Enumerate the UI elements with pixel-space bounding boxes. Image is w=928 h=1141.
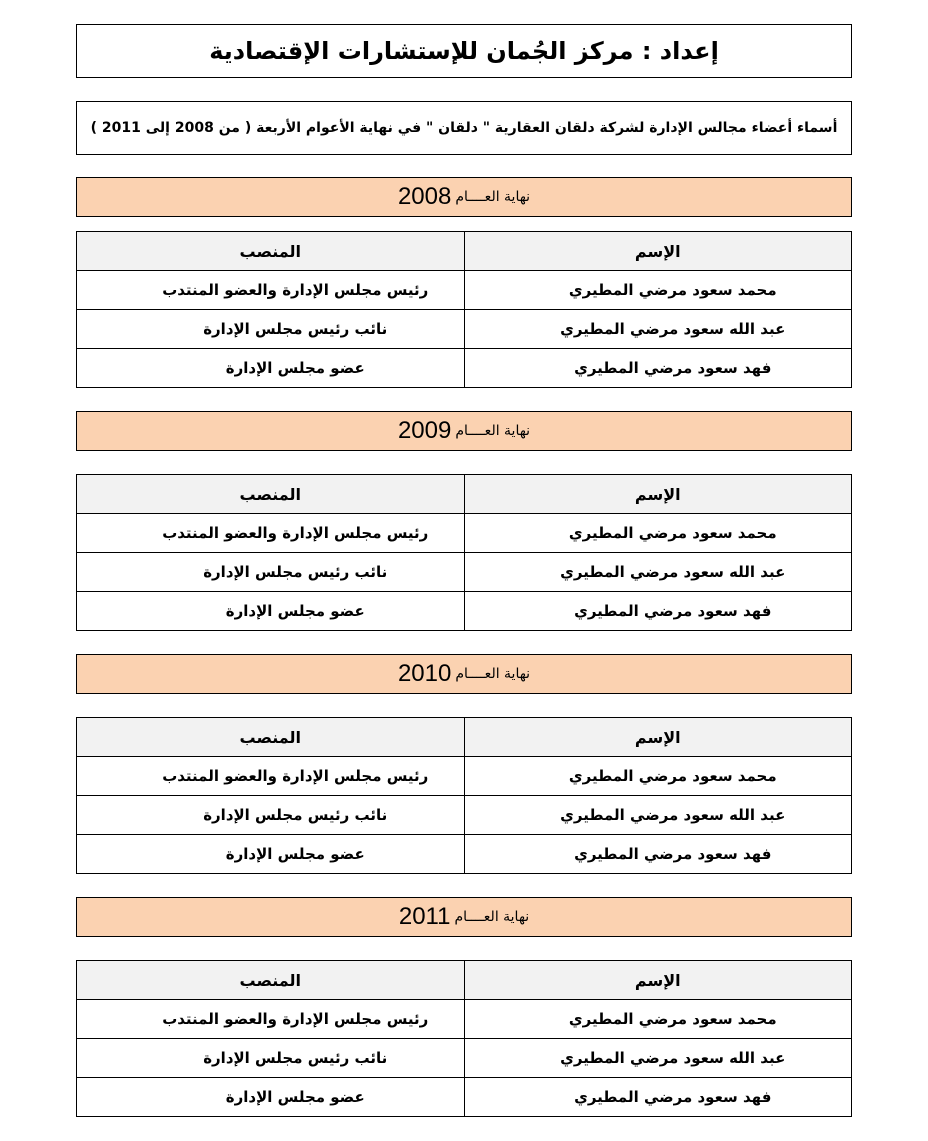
member-position: عضو مجلس الإدارة [77, 349, 465, 388]
member-name: عبد الله سعود مرضي المطيري [464, 310, 852, 349]
member-position: رئيس مجلس الإدارة والعضو المنتدب [77, 757, 465, 796]
table-row [77, 1000, 852, 1039]
member-name: عبد الله سعود مرضي المطيري [464, 553, 852, 592]
table-row [77, 835, 852, 874]
member-position: رئيس مجلس الإدارة والعضو المنتدب [77, 271, 465, 310]
table-row [77, 592, 852, 631]
column-header-name: الإسم [464, 232, 852, 271]
column-header-position: المنصب [77, 718, 465, 757]
year-prefix: نهاية العــــام [455, 666, 531, 682]
board-table-2008 [76, 231, 852, 388]
year-header-2009 [76, 411, 852, 451]
table-row [77, 514, 852, 553]
table-header-row [77, 718, 852, 757]
table-header-row [77, 475, 852, 514]
year-header-2011 [76, 897, 852, 937]
member-name: فهد سعود مرضي المطيري [464, 1078, 852, 1117]
member-name: محمد سعود مرضي المطيري [464, 757, 852, 796]
table-row [77, 349, 852, 388]
year-value: 2011 [398, 903, 451, 930]
column-header-name: الإسم [464, 475, 852, 514]
year-prefix: نهاية العــــام [454, 909, 530, 925]
member-position: رئيس مجلس الإدارة والعضو المنتدب [77, 1000, 465, 1039]
column-header-position: المنصب [77, 232, 465, 271]
table-header-row [77, 232, 852, 271]
member-position: رئيس مجلس الإدارة والعضو المنتدب [77, 514, 465, 553]
table-row [77, 271, 852, 310]
member-name: محمد سعود مرضي المطيري [464, 514, 852, 553]
member-position: نائب رئيس مجلس الإدارة [77, 796, 465, 835]
member-name: محمد سعود مرضي المطيري [464, 1000, 852, 1039]
member-name: عبد الله سعود مرضي المطيري [464, 1039, 852, 1078]
year-value: 2008 [397, 183, 452, 210]
table-row [77, 796, 852, 835]
year-header-2008 [76, 177, 852, 217]
year-header-2010 [76, 654, 852, 694]
year-value: 2010 [397, 660, 452, 687]
member-position: نائب رئيس مجلس الإدارة [77, 1039, 465, 1078]
page-title: إعداد : مركز الجُمان للإستشارات الإقتصادية [76, 24, 852, 78]
member-name: عبد الله سعود مرضي المطيري [464, 796, 852, 835]
page-subtitle: أسماء أعضاء مجالس الإدارة لشركة دلقان العقارية " دلقان " في نهاية الأعوام الأربعة ( من 2008 إلى 2011 ) [76, 101, 852, 155]
year-prefix: نهاية العــــام [455, 189, 531, 205]
member-position: عضو مجلس الإدارة [77, 592, 465, 631]
table-header-row [77, 961, 852, 1000]
column-header-name: الإسم [464, 961, 852, 1000]
column-header-position: المنصب [77, 961, 465, 1000]
member-position: عضو مجلس الإدارة [77, 835, 465, 874]
table-row [77, 1039, 852, 1078]
year-prefix: نهاية العــــام [455, 423, 531, 439]
member-name: فهد سعود مرضي المطيري [464, 835, 852, 874]
table-row [77, 553, 852, 592]
member-name: فهد سعود مرضي المطيري [464, 349, 852, 388]
member-name: فهد سعود مرضي المطيري [464, 592, 852, 631]
column-header-position: المنصب [77, 475, 465, 514]
board-table-2010 [76, 717, 852, 874]
column-header-name: الإسم [464, 718, 852, 757]
table-row [77, 1078, 852, 1117]
board-table-2009 [76, 474, 852, 631]
table-row [77, 757, 852, 796]
member-name: محمد سعود مرضي المطيري [464, 271, 852, 310]
table-row [77, 310, 852, 349]
member-position: عضو مجلس الإدارة [77, 1078, 465, 1117]
year-value: 2009 [397, 417, 452, 444]
member-position: نائب رئيس مجلس الإدارة [77, 310, 465, 349]
board-table-2011 [76, 960, 852, 1117]
member-position: نائب رئيس مجلس الإدارة [77, 553, 465, 592]
